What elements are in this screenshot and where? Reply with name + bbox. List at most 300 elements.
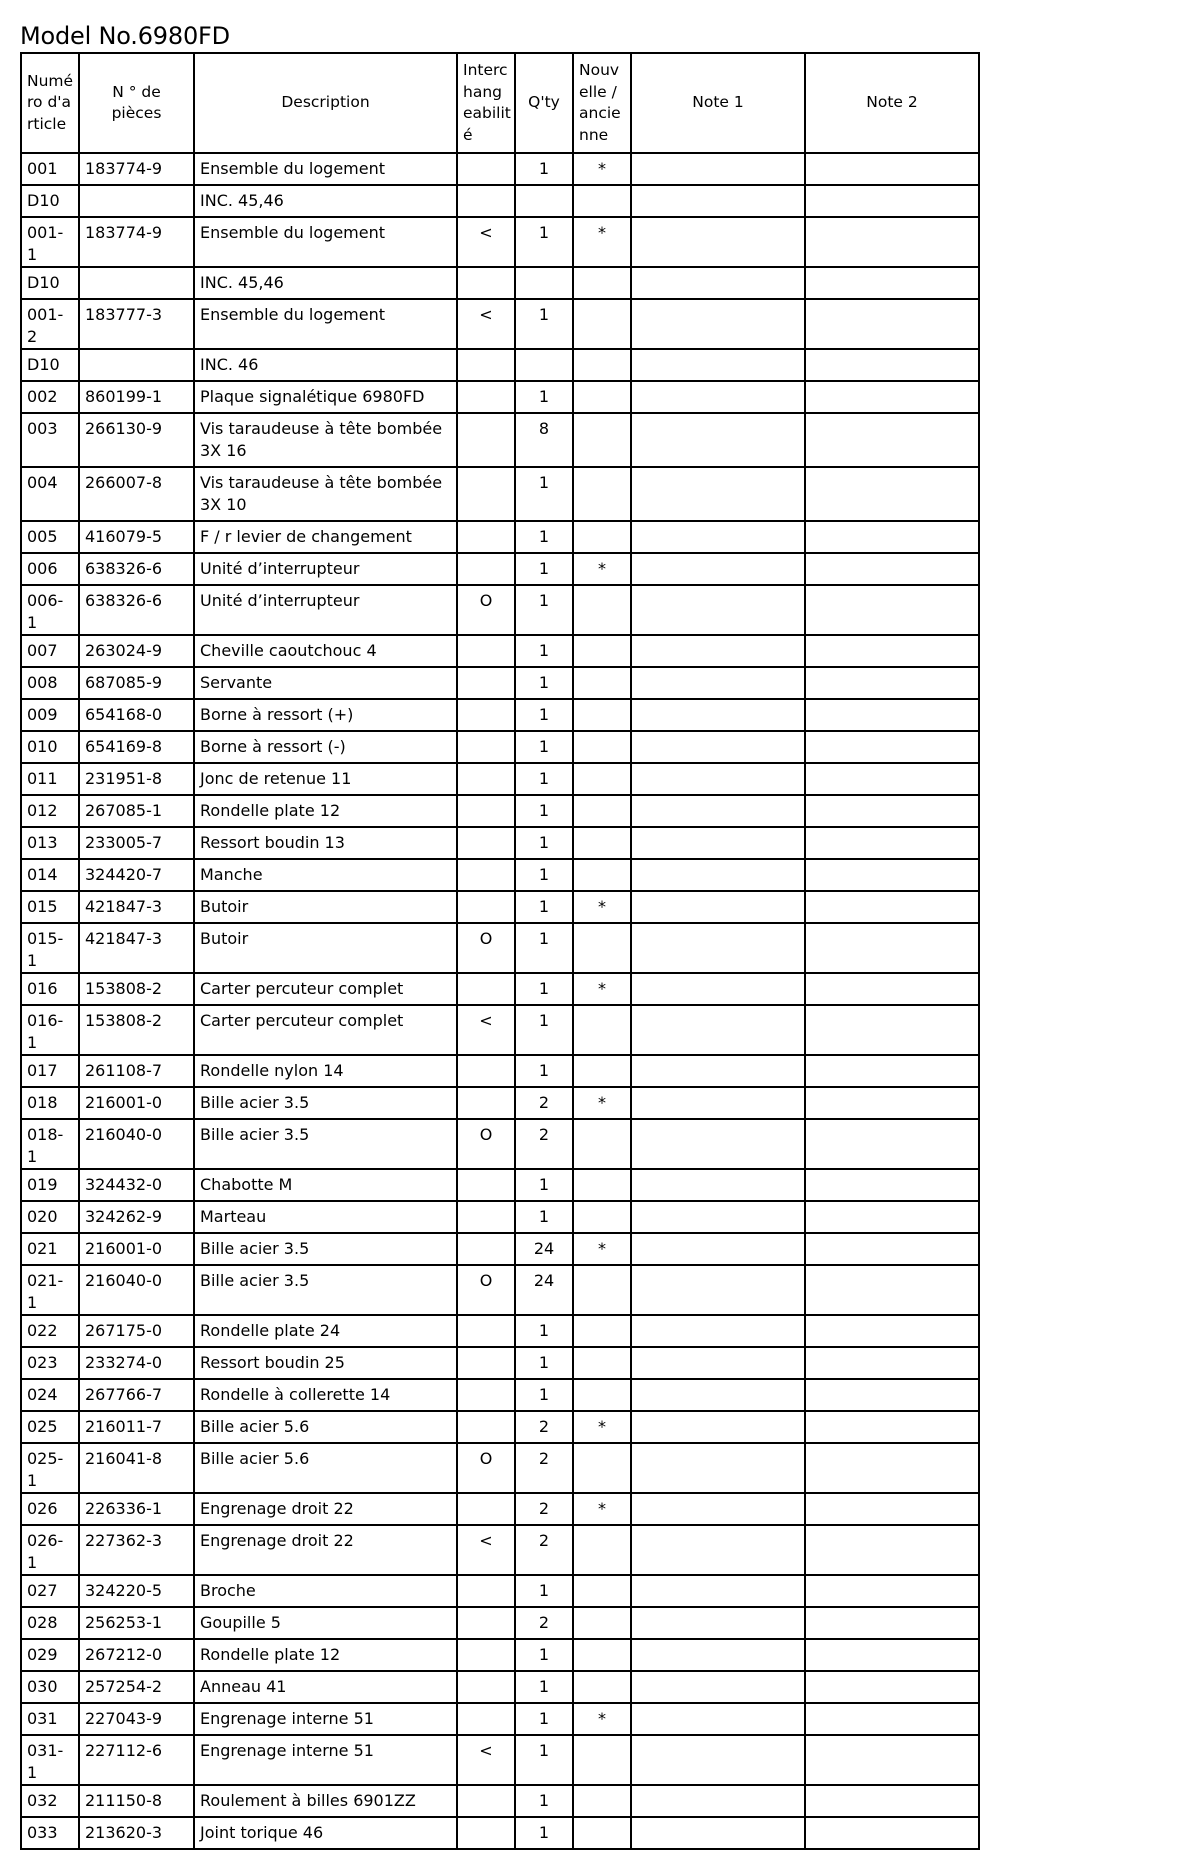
table-row <box>21 153 979 185</box>
interchangeability-cell: < <box>457 1735 515 1785</box>
quantity-cell: 1 <box>515 795 573 827</box>
quantity-cell: 1 <box>515 1671 573 1703</box>
description-cell: INC. 45,46 <box>194 267 457 299</box>
new-old-cell: * <box>573 217 631 267</box>
part-number-cell: 324262-9 <box>79 1201 194 1233</box>
description-cell: Rondelle plate 12 <box>194 795 457 827</box>
new-old-cell <box>573 731 631 763</box>
part-number-cell <box>79 185 194 217</box>
part-number-cell: 213620-3 <box>79 1817 194 1849</box>
interchangeability-cell <box>457 635 515 667</box>
table-row <box>21 1525 979 1575</box>
note-1-cell <box>631 217 805 267</box>
quantity-cell <box>515 349 573 381</box>
part-number-cell <box>79 267 194 299</box>
interchangeability-cell <box>457 1671 515 1703</box>
description-cell: Jonc de retenue 11 <box>194 763 457 795</box>
table-row <box>21 1785 979 1817</box>
interchangeability-cell <box>457 1315 515 1347</box>
item-number-cell: 015 <box>21 891 79 923</box>
description-cell: Anneau 41 <box>194 1671 457 1703</box>
note-2-cell <box>805 923 979 973</box>
interchangeability-cell: < <box>457 1525 515 1575</box>
item-number-cell: 010 <box>21 731 79 763</box>
description-cell: F / r levier de changement <box>194 521 457 553</box>
table-row <box>21 1639 979 1671</box>
table-row <box>21 795 979 827</box>
description-cell: Engrenage interne 51 <box>194 1735 457 1785</box>
new-old-cell: * <box>573 891 631 923</box>
interchangeability-cell <box>457 1607 515 1639</box>
note-1-cell <box>631 1411 805 1443</box>
new-old-cell <box>573 1671 631 1703</box>
item-number-cell: 015-1 <box>21 923 79 973</box>
header-description: Description <box>194 53 457 153</box>
note-2-cell <box>805 185 979 217</box>
note-1-cell <box>631 1703 805 1735</box>
page-title: Model No.6980FD <box>20 22 230 50</box>
new-old-cell <box>573 827 631 859</box>
quantity-cell: 1 <box>515 1785 573 1817</box>
description-cell: Bille acier 3.5 <box>194 1087 457 1119</box>
quantity-cell: 1 <box>515 1315 573 1347</box>
part-number-cell: 324432-0 <box>79 1169 194 1201</box>
table-row <box>21 891 979 923</box>
quantity-cell: 1 <box>515 1639 573 1671</box>
part-number-cell: 860199-1 <box>79 381 194 413</box>
interchangeability-cell: O <box>457 923 515 973</box>
table-row <box>21 1411 979 1443</box>
part-number-cell: 226336-1 <box>79 1493 194 1525</box>
description-cell: Joint torique 46 <box>194 1817 457 1849</box>
note-2-cell <box>805 827 979 859</box>
note-2-cell <box>805 1735 979 1785</box>
interchangeability-cell <box>457 827 515 859</box>
note-1-cell <box>631 1575 805 1607</box>
table-header-row <box>21 53 979 153</box>
interchangeability-cell <box>457 1703 515 1735</box>
new-old-cell: * <box>573 1411 631 1443</box>
note-1-cell <box>631 413 805 467</box>
item-number-cell: 019 <box>21 1169 79 1201</box>
description-cell: Vis taraudeuse à tête bombée 3X 16 <box>194 413 457 467</box>
description-cell: Goupille 5 <box>194 1607 457 1639</box>
table-row <box>21 267 979 299</box>
part-number-cell: 267212-0 <box>79 1639 194 1671</box>
part-number-cell: 233274-0 <box>79 1347 194 1379</box>
new-old-cell <box>573 1575 631 1607</box>
table-row <box>21 667 979 699</box>
description-cell: Engrenage droit 22 <box>194 1525 457 1575</box>
new-old-cell <box>573 413 631 467</box>
item-number-cell: 016-1 <box>21 1005 79 1055</box>
part-number-cell: 267175-0 <box>79 1315 194 1347</box>
note-2-cell <box>805 585 979 635</box>
table-row <box>21 699 979 731</box>
description-cell: Ensemble du logement <box>194 153 457 185</box>
header-interchangeability: Interc hang eabilit é <box>457 53 515 153</box>
item-number-cell: 014 <box>21 859 79 891</box>
quantity-cell: 1 <box>515 923 573 973</box>
table-row <box>21 1735 979 1785</box>
table-row <box>21 859 979 891</box>
table-row <box>21 763 979 795</box>
note-1-cell <box>631 1735 805 1785</box>
interchangeability-cell <box>457 185 515 217</box>
interchangeability-cell <box>457 795 515 827</box>
part-number-cell: 216040-0 <box>79 1265 194 1315</box>
new-old-cell <box>573 667 631 699</box>
part-number-cell: 267085-1 <box>79 795 194 827</box>
new-old-cell <box>573 299 631 349</box>
quantity-cell: 2 <box>515 1525 573 1575</box>
description-cell: Vis taraudeuse à tête bombée 3X 10 <box>194 467 457 521</box>
note-2-cell <box>805 349 979 381</box>
note-1-cell <box>631 1265 805 1315</box>
new-old-cell: * <box>573 1087 631 1119</box>
new-old-cell <box>573 1735 631 1785</box>
item-number-cell: 002 <box>21 381 79 413</box>
interchangeability-cell <box>457 1201 515 1233</box>
part-number-cell: 261108-7 <box>79 1055 194 1087</box>
table-row <box>21 467 979 521</box>
new-old-cell <box>573 699 631 731</box>
header-part-number: N ° de pièces <box>79 53 194 153</box>
interchangeability-cell <box>457 1639 515 1671</box>
table-row <box>21 1575 979 1607</box>
quantity-cell: 1 <box>515 1005 573 1055</box>
quantity-cell: 1 <box>515 667 573 699</box>
description-cell: Engrenage droit 22 <box>194 1493 457 1525</box>
new-old-cell <box>573 521 631 553</box>
item-number-cell: 018 <box>21 1087 79 1119</box>
item-number-cell: 029 <box>21 1639 79 1671</box>
item-number-cell: 008 <box>21 667 79 699</box>
item-number-cell: 021-1 <box>21 1265 79 1315</box>
note-1-cell <box>631 827 805 859</box>
note-1-cell <box>631 1169 805 1201</box>
header-new-old: Nouv elle / ancie nne <box>573 53 631 153</box>
new-old-cell: * <box>573 553 631 585</box>
note-1-cell <box>631 1525 805 1575</box>
part-number-cell: 233005-7 <box>79 827 194 859</box>
note-2-cell <box>805 1785 979 1817</box>
note-1-cell <box>631 635 805 667</box>
note-2-cell <box>805 381 979 413</box>
new-old-cell <box>573 1201 631 1233</box>
interchangeability-cell <box>457 891 515 923</box>
note-1-cell <box>631 1817 805 1849</box>
item-number-cell: 024 <box>21 1379 79 1411</box>
interchangeability-cell <box>457 699 515 731</box>
note-2-cell <box>805 973 979 1005</box>
item-number-cell: 005 <box>21 521 79 553</box>
table-row <box>21 1607 979 1639</box>
description-cell: Bille acier 5.6 <box>194 1443 457 1493</box>
part-number-cell: 638326-6 <box>79 585 194 635</box>
quantity-cell: 1 <box>515 1817 573 1849</box>
note-1-cell <box>631 1607 805 1639</box>
note-2-cell <box>805 1525 979 1575</box>
table-row <box>21 1169 979 1201</box>
quantity-cell: 1 <box>515 467 573 521</box>
note-2-cell <box>805 1411 979 1443</box>
item-number-cell: 031 <box>21 1703 79 1735</box>
table-row <box>21 1265 979 1315</box>
quantity-cell: 1 <box>515 1703 573 1735</box>
item-number-cell: 028 <box>21 1607 79 1639</box>
part-number-cell: 654169-8 <box>79 731 194 763</box>
item-number-cell: 009 <box>21 699 79 731</box>
part-number-cell: 421847-3 <box>79 923 194 973</box>
note-2-cell <box>805 1233 979 1265</box>
interchangeability-cell <box>457 521 515 553</box>
note-2-cell <box>805 1575 979 1607</box>
description-cell: Engrenage interne 51 <box>194 1703 457 1735</box>
note-2-cell <box>805 413 979 467</box>
note-2-cell <box>805 1265 979 1315</box>
interchangeability-cell <box>457 1817 515 1849</box>
quantity-cell: 24 <box>515 1233 573 1265</box>
new-old-cell: * <box>573 1493 631 1525</box>
note-1-cell <box>631 1055 805 1087</box>
note-1-cell <box>631 923 805 973</box>
interchangeability-cell: O <box>457 1119 515 1169</box>
note-1-cell <box>631 1347 805 1379</box>
interchangeability-cell <box>457 1087 515 1119</box>
item-number-cell: 001-1 <box>21 217 79 267</box>
part-number-cell: 183777-3 <box>79 299 194 349</box>
item-number-cell: 026-1 <box>21 1525 79 1575</box>
note-2-cell <box>805 1607 979 1639</box>
description-cell: Bille acier 3.5 <box>194 1119 457 1169</box>
quantity-cell: 1 <box>515 521 573 553</box>
table-row <box>21 217 979 267</box>
new-old-cell <box>573 1265 631 1315</box>
table-row <box>21 1379 979 1411</box>
table-row <box>21 1055 979 1087</box>
description-cell: Rondelle à collerette 14 <box>194 1379 457 1411</box>
description-cell: Bille acier 3.5 <box>194 1233 457 1265</box>
note-2-cell <box>805 1443 979 1493</box>
quantity-cell: 1 <box>515 153 573 185</box>
new-old-cell <box>573 1525 631 1575</box>
table-row <box>21 553 979 585</box>
table-row <box>21 1817 979 1849</box>
interchangeability-cell: O <box>457 1265 515 1315</box>
note-2-cell <box>805 1493 979 1525</box>
part-number-cell: 324420-7 <box>79 859 194 891</box>
quantity-cell: 1 <box>515 553 573 585</box>
item-number-cell: 018-1 <box>21 1119 79 1169</box>
item-number-cell: 001-2 <box>21 299 79 349</box>
quantity-cell: 2 <box>515 1119 573 1169</box>
part-number-cell: 263024-9 <box>79 635 194 667</box>
item-number-cell: D10 <box>21 267 79 299</box>
quantity-cell: 1 <box>515 1379 573 1411</box>
part-number-cell: 216001-0 <box>79 1087 194 1119</box>
interchangeability-cell <box>457 553 515 585</box>
table-row <box>21 521 979 553</box>
new-old-cell: * <box>573 153 631 185</box>
item-number-cell: 006-1 <box>21 585 79 635</box>
note-1-cell <box>631 1379 805 1411</box>
note-2-cell <box>805 521 979 553</box>
quantity-cell <box>515 267 573 299</box>
note-1-cell <box>631 349 805 381</box>
interchangeability-cell: < <box>457 217 515 267</box>
description-cell: Carter percuteur complet <box>194 1005 457 1055</box>
description-cell: Rondelle plate 24 <box>194 1315 457 1347</box>
part-number-cell: 216011-7 <box>79 1411 194 1443</box>
interchangeability-cell <box>457 973 515 1005</box>
part-number-cell: 183774-9 <box>79 153 194 185</box>
description-cell: Bille acier 5.6 <box>194 1411 457 1443</box>
item-number-cell: 017 <box>21 1055 79 1087</box>
interchangeability-cell <box>457 267 515 299</box>
description-cell: Carter percuteur complet <box>194 973 457 1005</box>
new-old-cell: * <box>573 1703 631 1735</box>
new-old-cell <box>573 1443 631 1493</box>
description-cell: Ressort boudin 25 <box>194 1347 457 1379</box>
quantity-cell: 2 <box>515 1411 573 1443</box>
note-1-cell <box>631 763 805 795</box>
quantity-cell: 1 <box>515 1055 573 1087</box>
note-1-cell <box>631 1443 805 1493</box>
part-number-cell <box>79 349 194 381</box>
parts-table-body <box>21 153 979 1849</box>
note-2-cell <box>805 1671 979 1703</box>
item-number-cell: 012 <box>21 795 79 827</box>
item-number-cell: 027 <box>21 1575 79 1607</box>
item-number-cell: 020 <box>21 1201 79 1233</box>
table-row <box>21 1671 979 1703</box>
header-quantity: Q'ty <box>515 53 573 153</box>
item-number-cell: D10 <box>21 349 79 381</box>
quantity-cell: 1 <box>515 763 573 795</box>
note-1-cell <box>631 859 805 891</box>
part-number-cell: 183774-9 <box>79 217 194 267</box>
table-row <box>21 381 979 413</box>
note-1-cell <box>631 553 805 585</box>
part-number-cell: 687085-9 <box>79 667 194 699</box>
item-number-cell: 004 <box>21 467 79 521</box>
description-cell: Roulement à billes 6901ZZ <box>194 1785 457 1817</box>
description-cell: Borne à ressort (+) <box>194 699 457 731</box>
note-2-cell <box>805 299 979 349</box>
note-1-cell <box>631 1005 805 1055</box>
note-1-cell <box>631 1639 805 1671</box>
note-1-cell <box>631 1785 805 1817</box>
description-cell: Ressort boudin 13 <box>194 827 457 859</box>
part-number-cell: 216001-0 <box>79 1233 194 1265</box>
interchangeability-cell <box>457 467 515 521</box>
note-1-cell <box>631 667 805 699</box>
new-old-cell <box>573 1607 631 1639</box>
note-2-cell <box>805 153 979 185</box>
note-1-cell <box>631 1201 805 1233</box>
table-row <box>21 1703 979 1735</box>
note-1-cell <box>631 1233 805 1265</box>
interchangeability-cell: O <box>457 585 515 635</box>
part-number-cell: 266007-8 <box>79 467 194 521</box>
new-old-cell <box>573 267 631 299</box>
new-old-cell <box>573 923 631 973</box>
note-1-cell <box>631 699 805 731</box>
part-number-cell: 153808-2 <box>79 973 194 1005</box>
item-number-cell: 021 <box>21 1233 79 1265</box>
interchangeability-cell <box>457 1785 515 1817</box>
table-row <box>21 585 979 635</box>
note-2-cell <box>805 267 979 299</box>
quantity-cell: 1 <box>515 827 573 859</box>
interchangeability-cell <box>457 1233 515 1265</box>
note-1-cell <box>631 795 805 827</box>
description-cell: Ensemble du logement <box>194 217 457 267</box>
note-2-cell <box>805 467 979 521</box>
part-number-cell: 227112-6 <box>79 1735 194 1785</box>
interchangeability-cell <box>457 1347 515 1379</box>
table-row <box>21 299 979 349</box>
part-number-cell: 324220-5 <box>79 1575 194 1607</box>
interchangeability-cell: O <box>457 1443 515 1493</box>
quantity-cell: 1 <box>515 1201 573 1233</box>
part-number-cell: 227043-9 <box>79 1703 194 1735</box>
interchangeability-cell <box>457 153 515 185</box>
header-note-2: Note 2 <box>805 53 979 153</box>
interchangeability-cell <box>457 1055 515 1087</box>
new-old-cell <box>573 1005 631 1055</box>
note-1-cell <box>631 1315 805 1347</box>
new-old-cell <box>573 467 631 521</box>
quantity-cell: 1 <box>515 973 573 1005</box>
note-2-cell <box>805 1087 979 1119</box>
item-number-cell: 022 <box>21 1315 79 1347</box>
description-cell: INC. 46 <box>194 349 457 381</box>
table-row <box>21 635 979 667</box>
item-number-cell: 001 <box>21 153 79 185</box>
description-cell: Chabotte M <box>194 1169 457 1201</box>
new-old-cell <box>573 381 631 413</box>
quantity-cell: 1 <box>515 635 573 667</box>
note-2-cell <box>805 1201 979 1233</box>
table-row <box>21 1201 979 1233</box>
quantity-cell: 1 <box>515 381 573 413</box>
description-cell: Ensemble du logement <box>194 299 457 349</box>
table-row <box>21 1005 979 1055</box>
note-1-cell <box>631 1119 805 1169</box>
quantity-cell: 1 <box>515 1735 573 1785</box>
item-number-cell: 013 <box>21 827 79 859</box>
part-number-cell: 216041-8 <box>79 1443 194 1493</box>
table-row <box>21 1315 979 1347</box>
part-number-cell: 654168-0 <box>79 699 194 731</box>
item-number-cell: 003 <box>21 413 79 467</box>
note-1-cell <box>631 731 805 763</box>
new-old-cell <box>573 1639 631 1671</box>
interchangeability-cell <box>457 413 515 467</box>
new-old-cell: * <box>573 1233 631 1265</box>
new-old-cell <box>573 795 631 827</box>
new-old-cell <box>573 1055 631 1087</box>
table-row <box>21 185 979 217</box>
note-1-cell <box>631 467 805 521</box>
quantity-cell: 8 <box>515 413 573 467</box>
item-number-cell: 032 <box>21 1785 79 1817</box>
note-2-cell <box>805 699 979 731</box>
new-old-cell <box>573 1315 631 1347</box>
interchangeability-cell <box>457 1169 515 1201</box>
